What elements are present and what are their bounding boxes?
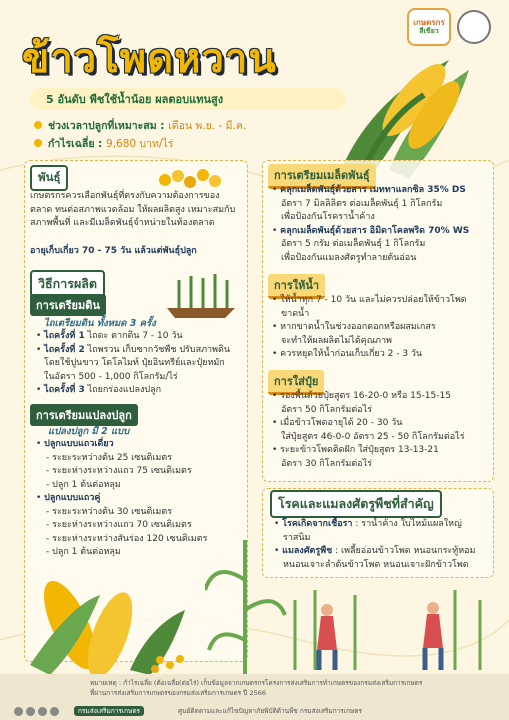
- water-item-2: • หากขาดน้ำในช่วงออกดอกหรือผสมเกสร: [272, 322, 436, 332]
- double-row-title: • ปลูกแบบแถวคู่: [36, 493, 101, 503]
- soil-step-3: • ไถครั้งที่ 3 ไถยกร่องแปลงปลูก: [36, 385, 162, 395]
- single-row-item-3: - ปลูก 1 ต้นต่อหลุม: [46, 479, 121, 490]
- social-icons: [14, 707, 59, 716]
- seed-item-2-purpose: เพื่อป้องกันแมลงศัตรูทำลายต้นอ่อน: [281, 252, 417, 263]
- corn-cob-illustration: [329, 40, 479, 180]
- soil-step-2: • ไถครั้งที่ 2 ไถพรวน เก็บซากวัชพืช ปรับสภาพดิน: [36, 344, 230, 355]
- single-row-item-1: - ระยะระหว่างต้น 25 เซนติเมตร: [46, 452, 173, 463]
- variety-text: เกษตรกรควรเลือกพันธุ์ที่ตรงกับความต้องการของตลาด ทนต่อสภาพแวดล้อม ให้ผลผลิตสูง เหมาะสมกับสภาพพื้นที่ และมีเมล็ดพันธุ์จำหน่ายในท้องตลาด: [30, 191, 236, 228]
- plot-details: [36, 438, 241, 560]
- water-heading: การให้น้ำ: [268, 274, 325, 299]
- fert-item-2: • เมื่อข้าวโพดอายุได้ 20 - 30 วัน: [272, 418, 403, 428]
- footer-note-1: หมายเหตุ : กำไรเฉลี่ย (ต้อเฉลี่ย(ต่อไร่) เก็บข้อมูลจากเกษตรกรโครงการส่งเสริมการทำเกษตรของกรมส่งเสริมการเกษตร: [90, 679, 423, 687]
- corn-kernels-icon: [150, 160, 230, 190]
- soil-step-2-rate: ในอัตรา 500 - 1,000 กิโลกรัม/ไร่: [44, 371, 178, 382]
- footer-note: [90, 678, 490, 698]
- variety-heading: พันธุ์: [30, 165, 68, 191]
- website-icon[interactable]: [50, 707, 59, 716]
- water-item-1: • ให้น้ำทุก 7 - 10 วัน และไม่ควรปล่อยให้ข้าวโพด: [272, 295, 467, 305]
- page-title: ข้าวโพดหวาน: [22, 36, 277, 82]
- field-seedlings-icon: [165, 268, 237, 320]
- water-item-1b: ขาดน้ำ: [281, 308, 310, 319]
- soil-subheading: ไถเตรียมดิน ทั้งหมด 3 ครั้ง: [44, 318, 156, 329]
- seed-item-2-title: • คลุกเมล็ดพันธุ์ด้วยสาร อิมิดาโคลพริด 70% WS: [272, 225, 470, 236]
- youtube-icon[interactable]: [38, 707, 47, 716]
- seed-item-1-title: • คลุกเมล็ดพันธุ์ด้วยสาร เมททาแลกซิล 35% DS: [272, 185, 466, 195]
- profit-value: 9,680 บาท/ไร่: [106, 138, 174, 150]
- season-value: เดือน พ.ย. - มี.ค.: [168, 120, 247, 132]
- plot-subheading: แปลงปลูก มี 2 แบบ: [48, 426, 130, 437]
- line-icon[interactable]: [26, 707, 35, 716]
- soil-step-1: • ไถครั้งที่ 1 ไถดะ ตากดิน 7 - 10 วัน: [36, 331, 183, 341]
- fert-item-1: • รองพื้นด้วยปุ๋ยสูตร 16-20-0 หรือ 15-15-15: [272, 391, 451, 401]
- seed-item-2-rate: อัตรา 5 กรัม ต่อเมล็ดพันธุ์ 1 กิโลกรัม: [281, 239, 426, 249]
- disease-line: • โรคเกิดจากเชื้อรา : ราน้ำค้าง ใบไหม้แผลใหญ่: [274, 519, 462, 529]
- profit-label: กำไรเฉลี่ย :: [48, 138, 103, 150]
- water-item-3: • ควรหยุดให้น้ำก่อนเก็บเกี่ยว 2 - 3 วัน: [272, 349, 423, 359]
- method-heading: วิธีการผลิต: [30, 270, 105, 298]
- seed-item-1-rate: อัตรา 7 มิลลิลิตร ต่อเมล็ดพันธุ์ 1 กิโลกรัม: [281, 198, 443, 209]
- plot-heading: การเตรียมแปลงปลูก: [30, 404, 138, 426]
- soil-heading: การเตรียมดิน: [30, 294, 106, 316]
- footer-credit: ศูนย์ติดตามและแก้ไขปัญหาภัยพิบัติด้านพืช กรมส่งเสริมการเกษตร: [178, 707, 362, 715]
- single-row-title: • ปลูกแบบแถวเดี่ยว: [36, 439, 114, 449]
- harvest-text: อายุเก็บเกี่ยว 70 - 75 วัน แล้วแต่พันธุ์ปลูก: [30, 246, 197, 256]
- pests-items: [274, 518, 488, 572]
- single-row-item-2: - ระยะห่างระหว่างแถว 75 เซนติเมตร: [46, 466, 192, 476]
- double-row-item-3: - ระยะห่างระหว่างสันร่อง 120 เซนติเมตร: [46, 533, 208, 544]
- fert-item-1b: อัตรา 50 กิโลกรัมต่อไร่: [281, 404, 372, 415]
- fert-item-3: • ระยะข้าวโพดติดฝัก ใส่ปุ๋ยสูตร 13-13-21: [272, 445, 439, 455]
- soil-steps: [36, 330, 241, 398]
- seed-heading: การเตรียมเมล็ดพันธุ์: [268, 164, 376, 189]
- pests-heading: โรคและแมลงศัตรูพืชที่สำคัญ: [270, 490, 442, 518]
- water-item-2b: จะทำให้ผลผลิตไม่ได้คุณภาพ: [281, 335, 392, 346]
- facebook-icon[interactable]: [14, 707, 23, 716]
- green-farmer-logo: [407, 8, 451, 46]
- double-row-item-2: - ระยะห่างระหว่างแถว 70 เซนติเมตร: [46, 520, 192, 530]
- footer: [0, 674, 509, 720]
- corn-pile-illustration: [10, 565, 200, 675]
- water-items: [272, 294, 490, 362]
- season-line: [48, 117, 246, 134]
- soil-step-2-detail: โดยใช้ปูนขาว โดโลไมท์ ปุ๋ยอินทรีย์และปุ๋ยหมัก: [44, 358, 225, 368]
- fert-item-2b: ใส่ปุ๋ยสูตร 46-0-0 อัตรา 25 - 50 กิโลกรัมต่อไร่: [281, 431, 465, 442]
- footer-tag: กรมส่งเสริมการเกษตร: [74, 706, 144, 716]
- subtitle-banner: 5 อันดับ พืชใช้น้ำน้อย ผลตอบแทนสูง: [30, 88, 346, 110]
- logo-line-2: สีเขียว: [419, 27, 439, 35]
- disease-line-2: ราสนิม: [283, 532, 311, 543]
- profit-line: [48, 135, 173, 152]
- footer-note-2: ที่ผ่านการส่งเสริมการเกษตรของกรมส่งเสริมการเกษตร ปี 2566: [90, 689, 266, 697]
- seed-item-1-purpose: เพื่อป้องกันโรคราน้ำค้าง: [281, 212, 375, 222]
- fertilizer-items: [272, 390, 490, 471]
- seed-items: [272, 184, 490, 265]
- logo-group: [407, 8, 491, 46]
- double-row-item-1: - ระยะระหว่างต้น 30 เซนติเมตร: [46, 506, 173, 517]
- fert-item-3b: อัตรา 30 กิโลกรัมต่อไร่: [281, 458, 372, 469]
- fertilizer-heading: การใส่ปุ๋ย: [268, 370, 324, 395]
- insect-line: • แมลงศัตรูพืช : เพลี้ยอ่อนข้าวโพด หนอนกระทู้หอม: [274, 546, 476, 556]
- department-seal-logo: [457, 10, 491, 44]
- logo-line-1: เกษตรกร: [413, 18, 445, 27]
- double-row-item-4: - ปลูก 1 ต้นต่อหลุม: [46, 547, 121, 557]
- season-label: ช่วงเวลาปลูกที่เหมาะสม :: [48, 120, 165, 132]
- insect-line-2: หนอนเจาะลำต้นข้าวโพด หนอนเจาะฝักข้าวโพด: [283, 559, 469, 570]
